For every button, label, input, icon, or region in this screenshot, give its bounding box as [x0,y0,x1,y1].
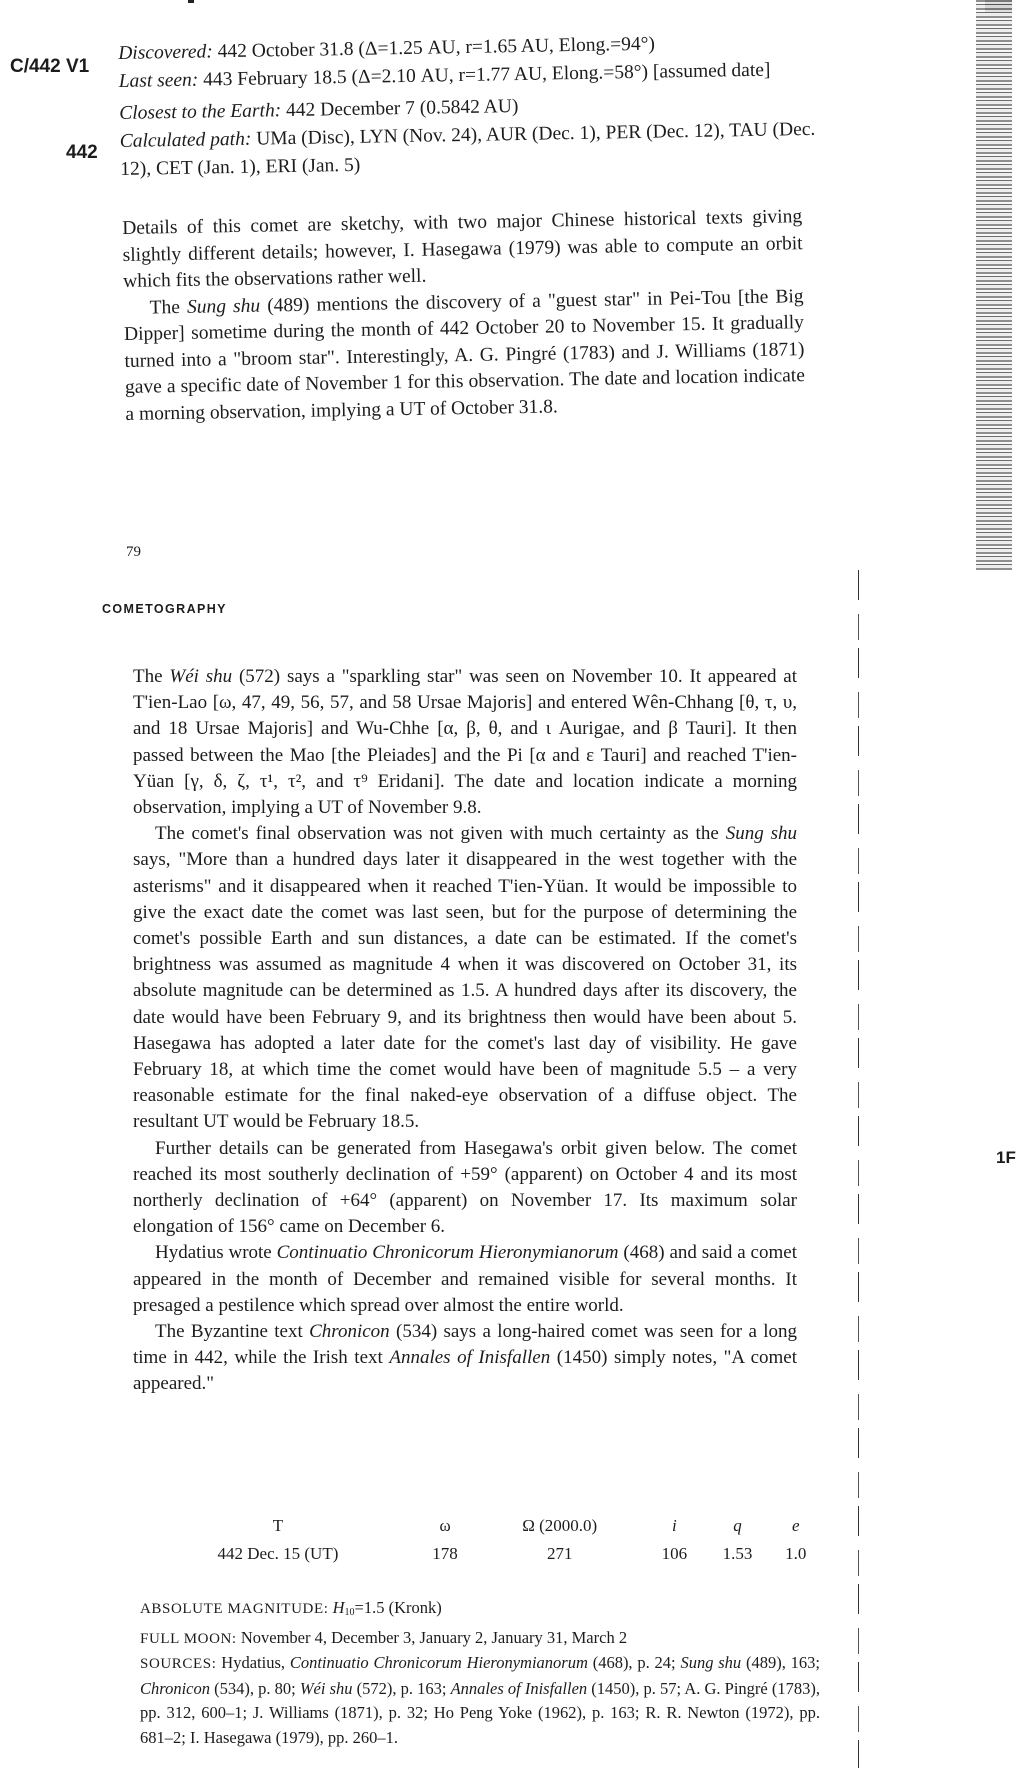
text-run: The [133,666,170,687]
path-line [120,116,821,184]
cell-node: 271 [546,1544,573,1563]
full-moon-line [140,1626,820,1652]
full-moon-value: November 4, December 3, January 2, January 31, March 2 [240,1627,628,1647]
comet-data-block [118,28,820,184]
absolute-magnitude-line [140,1596,820,1626]
source-text: (1450), p. 57; A. G. Pingré (1783), pp. 312, 600–1; J. Williams (1871), p. 32; Ho Peng Yoke (1962), p. 163; R. R. Newton (1972), pp. 681–2; I. Hasegawa (1979), pp. 260–1. [140,1678,820,1747]
running-head: COMETOGRAPHY [102,602,227,616]
col-header-omega: ω [439,1516,451,1535]
text-run: (572) says a "sparkling star" was seen on November 10. It appeared at T'ien-Lao [ω, 47, 49, 56, 57, and 58 Ursae Majoris] and entered Wên-Chhang [θ, τ, υ, and 18 Ursae Majoris] and Wu-Chhe [α, β, θ, and ι Aurigae, and β Tauri]. It then passed between the Mao [the Pleiades] and the Pi [α and ε Tauri] and reached T'ien-Yüan [γ, δ, ζ, τ¹, τ², and τ⁹ Eridani]. The date and location indicate a morning observation, implying a UT of November 9.8. [133,666,797,819]
sources-line [140,1651,820,1750]
source-text: (468), p. 24; [587,1653,681,1672]
discovered-label: Discovered: [118,41,213,64]
paragraph [133,1240,797,1319]
source-text: (489), 163; [741,1653,820,1672]
text-run: (534) says a long-haired comet was seen for a long time in 442, while the Irish text [133,1321,797,1369]
page-number: 79 [126,544,141,560]
path-value: UMa (Disc), LYN (Nov. 24), AUR (Dec. 1), PER (Dec. 12), TAU (Dec. 12), CET (Jan. 1), ERI (Jan. 5) [120,118,816,180]
last-seen-label: Last seen: [118,69,199,92]
book-title: Sung shu [186,295,261,318]
sources-label: SOURCES: [140,1656,217,1672]
last-seen-value: 443 February 18.5 (Δ=2.10 AU, r=1.77 AU, Elong.=58°) [assumed date] [203,59,771,91]
orbital-elements-table [140,1516,820,1564]
book-title: Annales of Inisfallen [389,1347,551,1369]
cell-omega: 178 [432,1544,458,1563]
paragraph: Details of this comet are sketchy, with two major Chinese historical texts giving slightly different details; however, I. Hasegawa (1979) was able to compute an orbit which fits the observations rather well. [122,206,803,292]
magnitude-subscript: 10 [344,1607,355,1618]
book-title: Continuatio Chronicorum Hieronymianorum [276,1242,619,1264]
source-title: Chronicon [140,1678,210,1698]
col-header-node: Ω (2000.0) [522,1516,598,1535]
previous-page-text [122,204,806,428]
edge-page-mark: 1F [996,1148,1016,1167]
scan-margin-line [858,570,859,1768]
source-title: Sung shu [680,1653,742,1672]
text-run: The [149,296,188,319]
text-run: says, "More than a hundred days later it disappeared in the west together with the asterisms" and it disappeared when it reached T'ien-Yüan. It would be impossible to give the exact date the comet was last seen, but for the purpose of determining the comet's possible Earth and sun distances, a date can be estimated. If the comet's brightness was assumed as magnitude 4 when it was discovered on October 31, its absolute magnitude can be determined as 1.5. A hundred days after its discovery, the date would have been February 9, and its brightness then would have been about 5. Hasegawa has adopted a later date for the comet's last day of visibility. He gave February 18, at which time the comet would have been of magnitude 5.5 – a very reasonable estimate for the final naked-eye observation of a diffuse object. The resultant UT would be February 18.5. [133,849,797,1133]
source-text: Hydatius, [216,1653,290,1672]
text-run: Hydatius wrote [155,1242,277,1264]
paragraph [133,1319,797,1398]
source-text: (572), p. 163; [352,1678,451,1698]
text-run: (468) and said a comet appeared in the month of December and remained visible for several months. It presaged a pestilence which spread over almost the entire world. [133,1242,797,1316]
source-title: Annales of Inisfallen [450,1678,588,1698]
full-moon-label: FULL MOON: [140,1630,237,1647]
absolute-magnitude-label: ABSOLUTE MAGNITUDE: [140,1601,329,1617]
body-text [133,664,797,1398]
discovered-value: 442 October 31.8 (Δ=1.25 AU, r=1.65 AU, Elong.=94°) [217,33,656,63]
paragraph [123,284,805,428]
book-title: Chronicon [309,1321,390,1343]
col-header-e: e [791,1516,800,1535]
cell-q: 1.53 [722,1544,753,1563]
path-label: Calculated path: [119,128,252,152]
comet-metadata [140,1596,820,1750]
comet-year-label: 442 [66,142,98,163]
comet-designation: C/442 V1 [10,56,90,77]
paragraph: Further details can be generated from Hasegawa's orbit given below. The comet reached its most southerly declination of +59° (apparent) on October 4 and its most northerly declination of +64° (apparent) on November 17. Its maximum solar elongation of 156° came on December 6. [133,1137,797,1238]
magnitude-symbol: H [332,1598,345,1617]
absolute-magnitude-value: =1.5 (Kronk) [354,1598,442,1617]
crop-mark [188,0,194,3]
cell-i: 106 [661,1544,688,1563]
source-title: Wéi shu [299,1678,353,1698]
cell-T: 442 Dec. 15 (UT) [217,1544,339,1563]
closest-label: Closest to the Earth: [119,100,282,124]
book-title: Wéi shu [169,666,233,687]
col-header-i: i [672,1516,677,1535]
source-text: (534), p. 80; [209,1678,300,1698]
col-header-T: T [272,1516,284,1535]
book-title: Sung shu [725,823,797,845]
closest-value: 442 December 7 (0.5842 AU) [285,96,519,122]
scan-edge-strip [976,0,1012,570]
text-run: (1450) simply notes, "A comet appeared." [133,1347,798,1395]
paragraph [133,664,797,821]
table-row [140,1544,820,1564]
paragraph [133,821,797,1135]
col-header-q: q [733,1516,742,1535]
cell-e: 1.0 [785,1544,807,1563]
source-title: Continuatio Chronicorum Hieronymianorum [289,1653,588,1672]
table-header-row [140,1516,820,1544]
text-run: The Byzantine text [155,1321,310,1343]
text-run: (489) mentions the discovery of a "guest star" in Pei-Tou [the Big Dipper] sometime during the month of 442 October 20 to November 15. It gradually turned into a "broom star". Interestingly, A. G. Pingré (1783) and J. Williams (1871) gave a specific date of November 1 for this observation. The date and location indicate a morning observation, implying a UT of October 31.8. [123,285,806,425]
text-run: The comet's final observation was not given with much certainty as the [155,823,726,845]
